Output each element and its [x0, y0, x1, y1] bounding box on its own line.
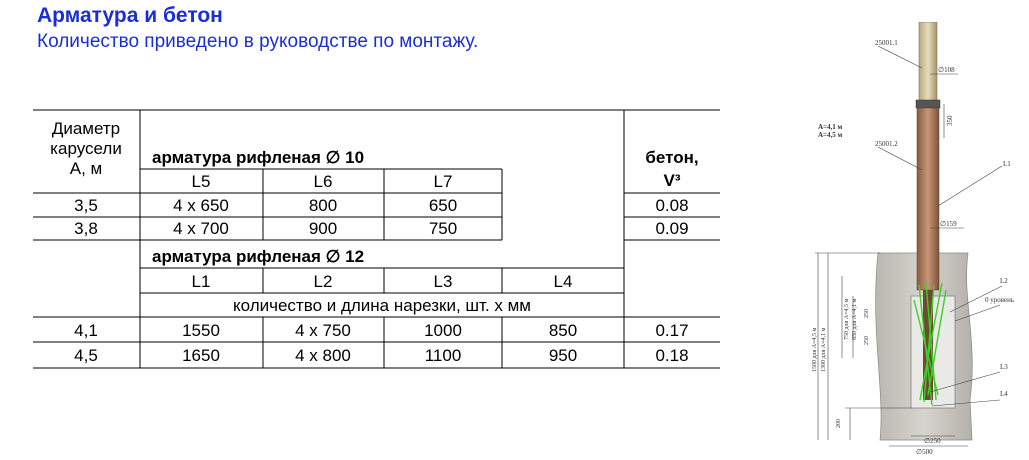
- dim-250-upper: 250: [864, 309, 870, 318]
- page-title: Арматура и бетон: [37, 4, 223, 27]
- group2-col-l4: L4: [553, 272, 573, 291]
- group2-title: арматура рифленая ∅ 12: [152, 247, 365, 266]
- note-a-4-1: A=4,1 м: [818, 123, 843, 131]
- concrete-header-line-1: бетон,: [645, 148, 699, 167]
- dim-left-label-2: 1300 для A=4,1 м: [821, 327, 827, 372]
- g2-row2-l3: 1100: [424, 346, 462, 365]
- label-l4: L4: [1000, 390, 1008, 398]
- g2-row2-concrete: 0.18: [655, 346, 689, 365]
- pole-main-section: [917, 108, 939, 290]
- g1-row1-l6: 800: [308, 196, 338, 215]
- g2-row1-l4: 850: [548, 321, 578, 340]
- concrete-header-line-2: V³: [663, 171, 681, 190]
- g1-row2-concrete: 0.09: [655, 219, 689, 238]
- label-l2: L2: [1000, 277, 1008, 285]
- dim-inner-label-2: 650 для A=4,1 м: [852, 298, 858, 340]
- dim-left-label-1: 1500 для A=4,5 м: [812, 327, 818, 372]
- g2-row1-l2: 4 x 750: [295, 321, 351, 340]
- g1-row1-l5: 4 x 650: [173, 196, 229, 215]
- pole-top-section: [919, 22, 937, 102]
- dim-250-lower: 250: [864, 336, 870, 345]
- diameter-header-line-2: карусели: [50, 139, 122, 158]
- group2-note: количество и длина нарезки, шт. х мм: [233, 296, 531, 315]
- group1-col-l5: L5: [191, 172, 211, 191]
- diameter-header-line-1: Диаметр: [51, 119, 121, 138]
- g2-row1-concrete: 0.17: [655, 321, 689, 340]
- g1-row1-concrete: 0.08: [655, 196, 689, 215]
- g2-row2-l4: 950: [548, 346, 578, 365]
- g1-row2-l7: 750: [428, 219, 458, 238]
- dim-350-label: 350: [946, 115, 954, 126]
- g2-row1-l3: 1000: [424, 321, 462, 340]
- g2-row2-diameter: 4,5: [74, 346, 98, 365]
- label-l1: L1: [1003, 160, 1011, 168]
- diameter-500-label: ∅500: [916, 448, 933, 456]
- note-a-4-5: A=4,5 м: [818, 131, 843, 139]
- group2-col-l2: L2: [313, 272, 333, 291]
- diameter-header-line-3: А, м: [69, 159, 103, 178]
- diameter-250-label: ∅250: [924, 437, 941, 445]
- g1-row2-l6: 900: [308, 219, 338, 238]
- label-l3: L3: [1000, 363, 1008, 371]
- part-label-mid: 25001.2: [875, 140, 898, 148]
- g1-row1-l7: 650: [428, 196, 458, 215]
- diameter-top-label: ∅108: [938, 66, 955, 74]
- page-subtitle: Количество приведено в руководстве по монтажу.: [37, 31, 479, 52]
- level-zero-label: 0 уровень: [985, 296, 1015, 304]
- g2-row2-l2: 4 x 800: [295, 346, 351, 365]
- diameter-mid-label: ∅159: [940, 220, 957, 228]
- group1-title: арматура рифленая ∅ 10: [152, 148, 365, 167]
- part-label-top: 25001.1: [875, 39, 898, 47]
- g1-row2-diameter: 3,8: [74, 219, 98, 238]
- dim-200-label: 200: [836, 419, 842, 428]
- group2-col-l1: L1: [191, 272, 211, 291]
- g2-row2-l1: 1650: [182, 346, 220, 365]
- group1-col-l7: L7: [433, 172, 453, 191]
- g1-row1-diameter: 3,5: [74, 196, 98, 215]
- installation-drawing: [805, 22, 1029, 458]
- dim-inner-label-1: 750 для A=4,5 м: [844, 298, 850, 340]
- pole-clamp: [916, 100, 940, 108]
- g2-row1-l1: 1550: [182, 321, 220, 340]
- g1-row2-l5: 4 x 700: [173, 219, 229, 238]
- group2-col-l3: L3: [433, 272, 453, 291]
- g2-row1-diameter: 4,1: [74, 321, 98, 340]
- group1-col-l6: L6: [313, 172, 333, 191]
